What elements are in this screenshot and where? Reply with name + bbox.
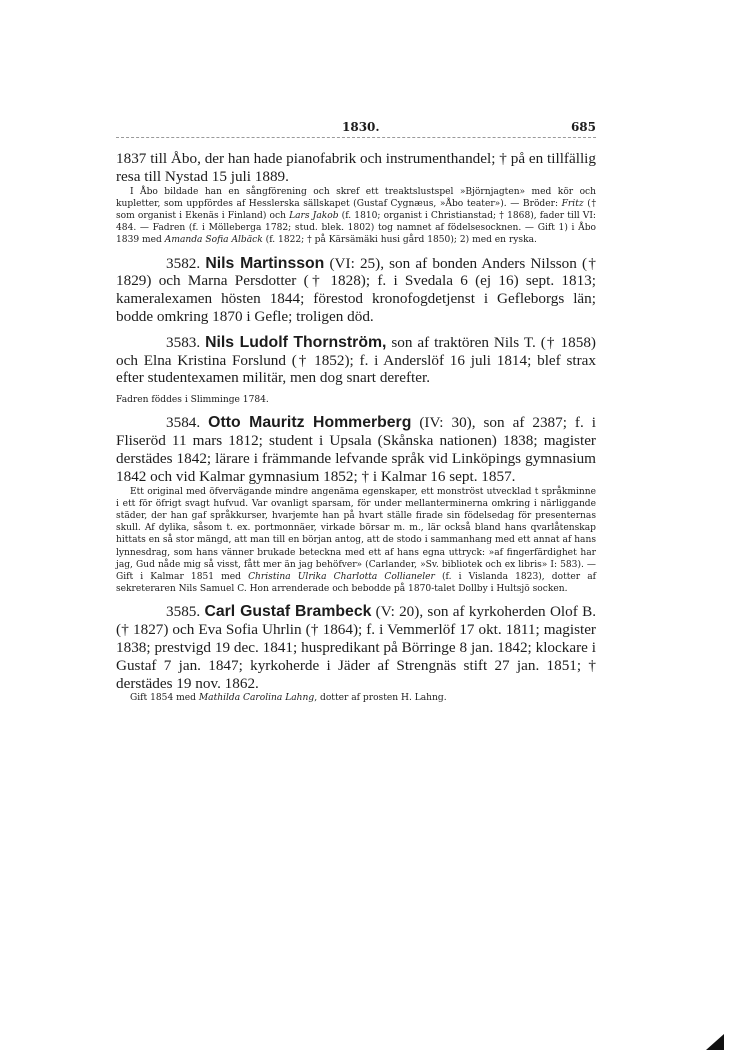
entry-3582 (116, 255, 596, 326)
entry-name: Nils Martinsson (205, 254, 325, 272)
entry-3585 (116, 603, 596, 692)
intro-text: 1837 till Åbo, der han hade pianofabrik och instrumenthandel; † på en tillfällig resa till Nystad 15 juli 1889. (116, 150, 596, 185)
page-header (116, 120, 596, 140)
page-number: 685 (570, 120, 596, 134)
entry-text: (V: 20), son af kyrkoherden Olof B. († 1827) och Eva Sofia Uhrlin († 1864); f. i Vemmerlöf 17 okt. 1811; magister 1838; prestvigd 19 dec. 1841; huspredikant på Börringe 8 jan. 1842; klockare i Gustaf 7 jan. 1847; kyrkoherde i Jäder af Strengnäs stift 27 jan. 1851; † derstädes 19 nov. 1862. (116, 603, 596, 692)
entry-3585-note: Gift 1854 med Mathilda Carolina Lahng, dotter af prosten H. Lahng. (130, 693, 447, 704)
header-year: 1830. (342, 120, 380, 134)
entry-text: (IV: 30), son af 2387; f. i Fliseröd 11 mars 1812; student i Upsala (Skånska nationen) 1838; magister derstädes 1842; lärare i främmande lefvande språk vid Linköpings gymnasium 1842 och vid Kalmar gymnasium 1852; † i Kalmar 16 sept. 1857. (116, 414, 596, 485)
header-rule (116, 137, 596, 138)
entry-3583 (116, 334, 596, 387)
entry-3583-note: Fadren föddes i Slimminge 1784. (116, 395, 269, 406)
entry-name: Carl Gustaf Brambeck (204, 603, 372, 621)
entry-name: Nils Ludolf Thornström, (205, 333, 387, 351)
entry-number: 3585. (166, 603, 201, 621)
page-body (116, 150, 596, 705)
entry-3584 (116, 414, 596, 485)
entry-name: Otto Mauritz Hommerberg (208, 414, 412, 432)
intro-note: I Åbo bildade han en sångförening och skref ett treaktslustspel »Björnjagten» med kör och kupletter, som uppfördes af Hesslerska sällskapet (Gustaf Cygnæus, »Åbo teater»). — Bröder: Fritz († som organist i Ekenäs i Finland) och Lars Jakob (f. 1810; organist i Christianstad; † 1868), fader till VI: 484. — Fadren (f. i Mölleberga 1782; stud. blek. 1802) tog namnet af födelsesocknen. — Gift 1) i Åbo 1839 med Amanda Sofia Albäck (f. 1822; † på Kärsämäki husi gård 1850); 2) med en ryska. (116, 186, 596, 246)
entry-text: son af traktören Nils T. († 1858) och Elna Kristina Forslund († 1852); f. i Anderslöf 16 juli 1814; blef strax efter studentexamen militär, men dog snart derefter. (116, 333, 596, 387)
entry-3584-note: Ett original med öfvervägande mindre angenäma egenskaper, ett monströst utvecklad t språkminne i ett för öfrigt svagt hufvud. Var ovanligt sparsam, för under mellanterminerna omkring i närliggande städer, der han gaf språkkurser, hvarjemte han på hvart ställe firade sin födelsedag för presenternas skull. Af dylika, såsom t. ex. portmonnäer, virkade börsar m. m., lär också bland hans qvarlåtenskap hittats en så stor mängd, att man till en början antog, att de stodo i sammanhang med ett annat af hans lynnesdrag, som hans vänner brukade beteckna med ett af hans egna uttryck: »af fingerfärdighet har jag, Gud nåde mig så visst, fått mer än jag behöfver» (Carlander, »Sv. bibliotek och ex libris» I: 583). — Gift i Kalmar 1851 med Christina Ulrika Charlotta Collianeler (f. i Vislanda 1823), dotter af sekreteraren Nils Samuel C. Hon arrenderade och bebodde på 1870-talet Dollby i Hultsjö socken. (116, 486, 596, 595)
entry-number: 3582. (166, 254, 201, 272)
corner-scan-mark (706, 1034, 724, 1050)
entry-number: 3584. (166, 414, 201, 432)
entry-number: 3583. (166, 333, 201, 351)
entry-text: (VI: 25), son af bonden Anders Nilsson († 1829) och Marna Persdotter († 1828); f. i Svedala 6 (ej 16) sept. 1813; kameralexamen hösten 1844; förestod kronofogdetjenst i Gefleborgs län; bodde omkring 1870 i Gefle; troligen död. (116, 254, 597, 325)
